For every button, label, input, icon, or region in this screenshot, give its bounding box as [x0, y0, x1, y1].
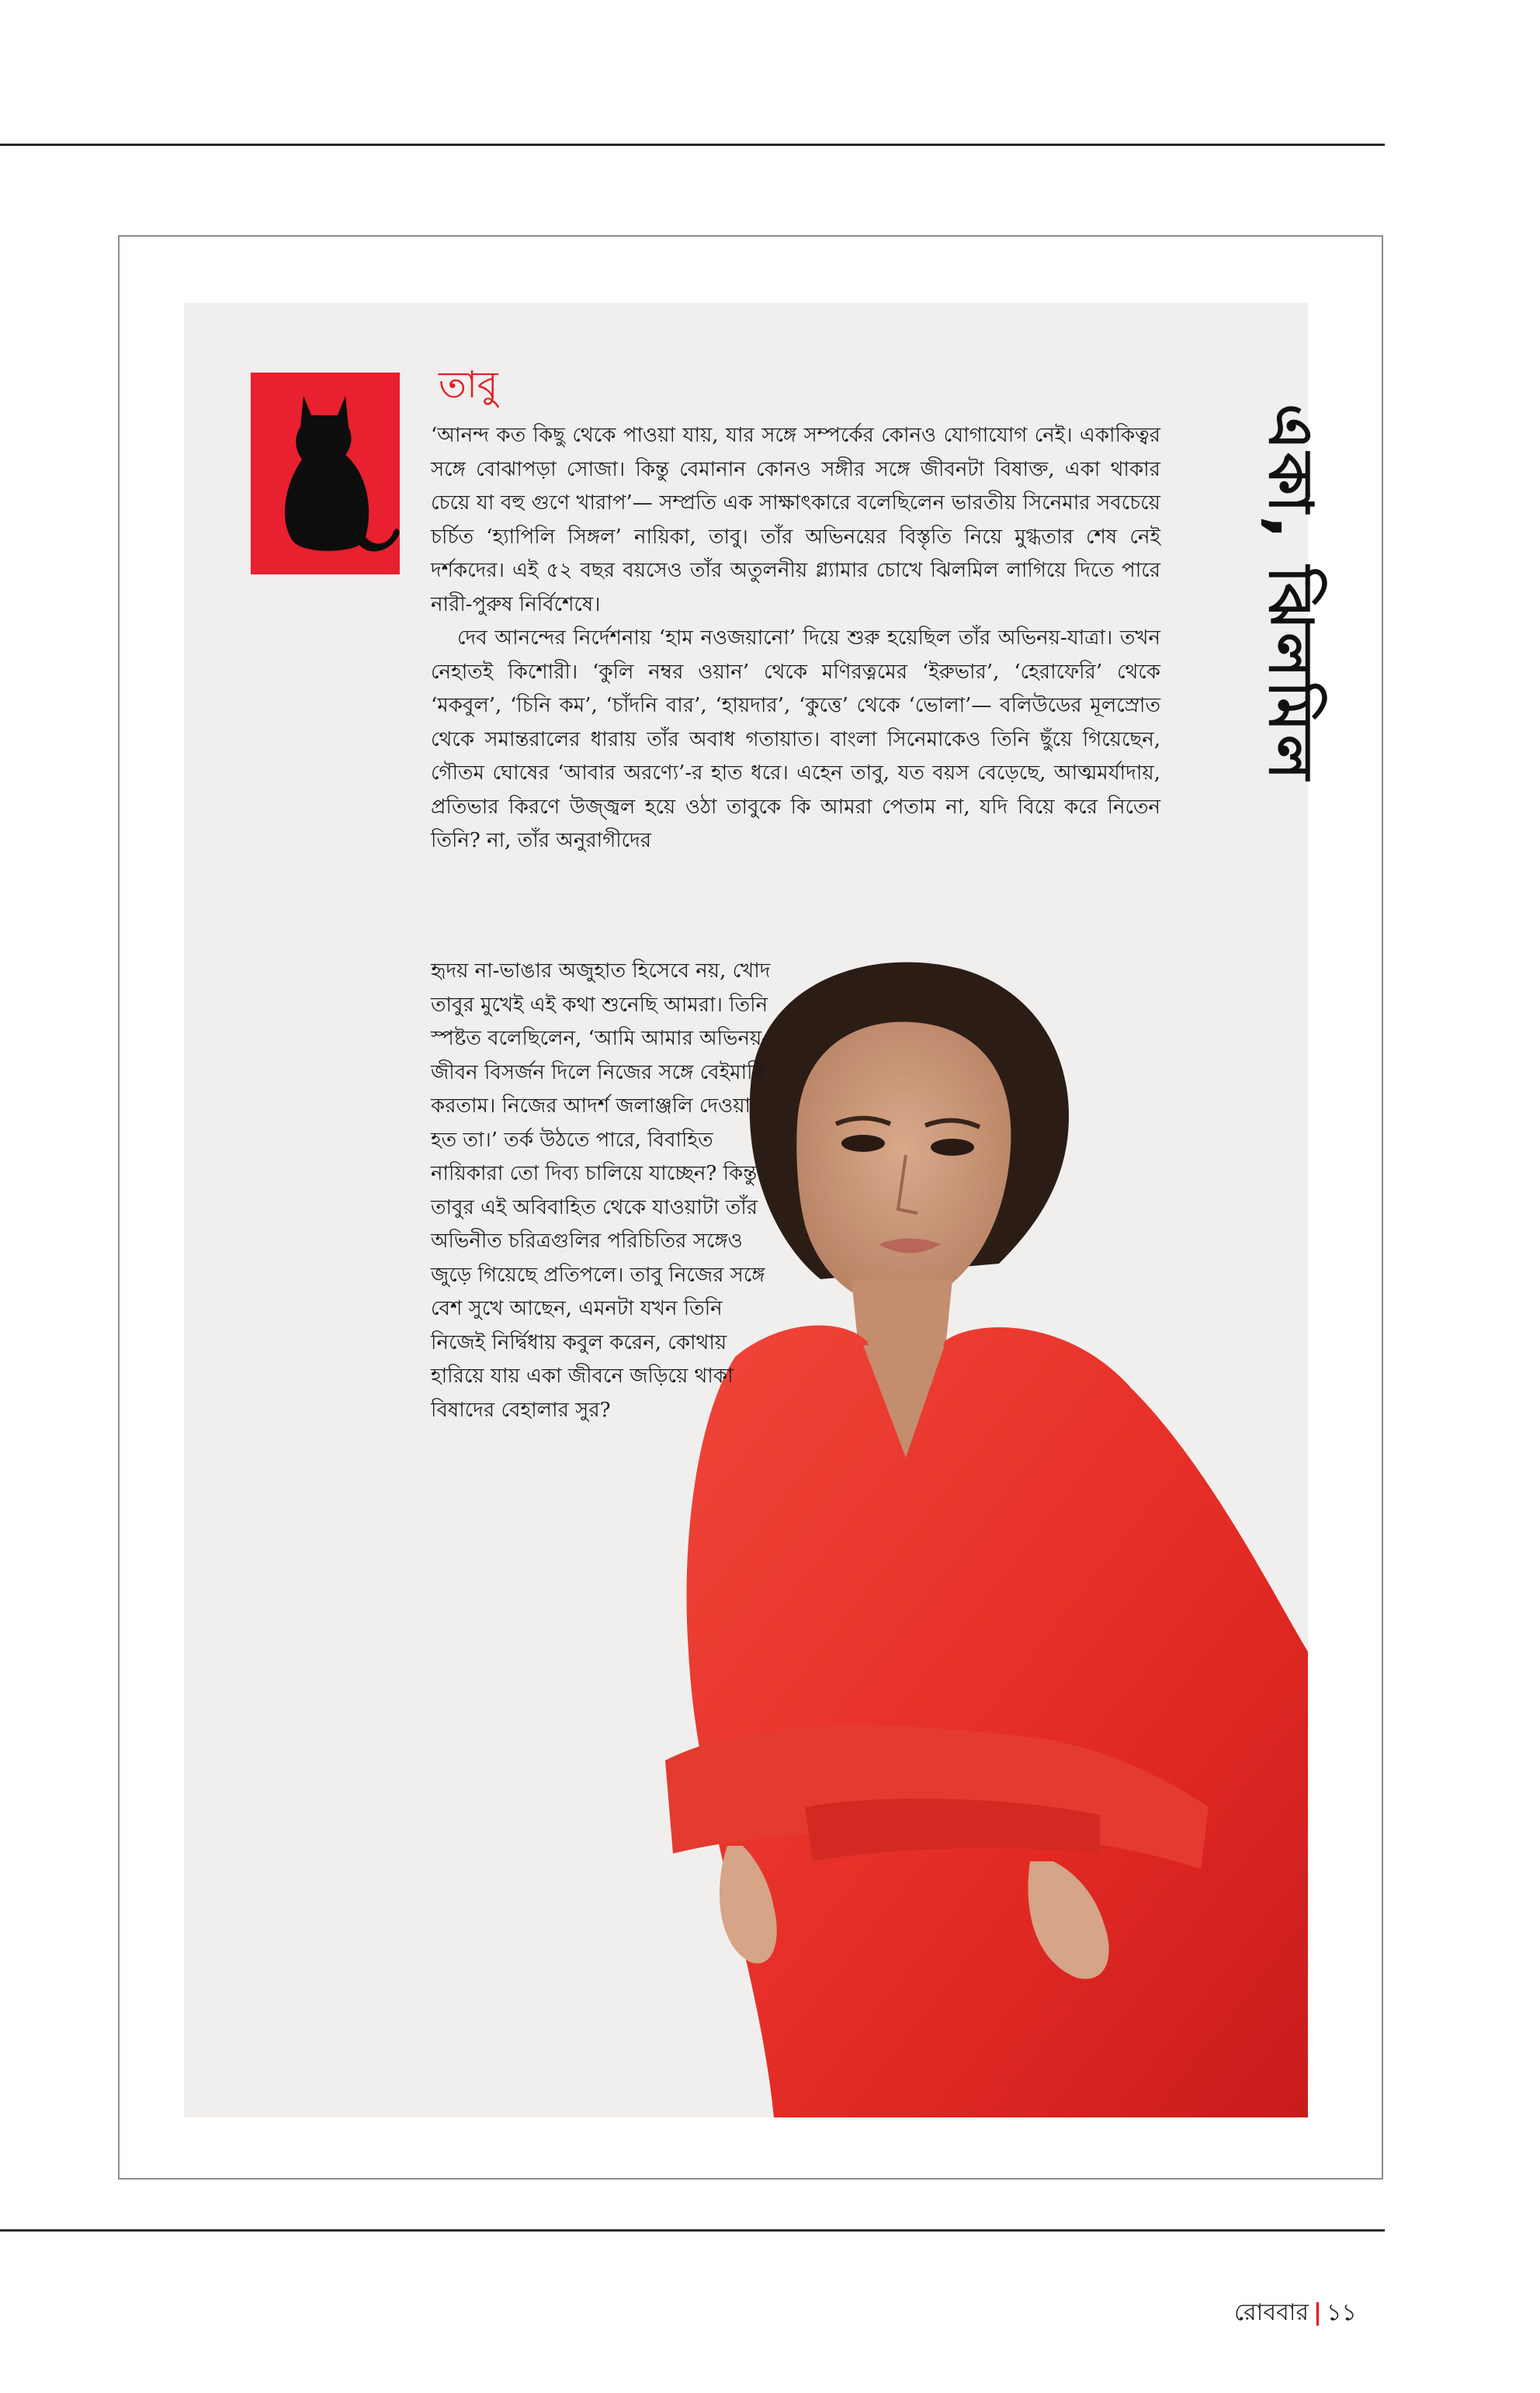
black-cat-icon	[251, 373, 400, 574]
cat-emblem	[251, 373, 400, 574]
byline-subject: তাবু	[439, 363, 498, 407]
page-footer	[1234, 2294, 1357, 2333]
article-body-wide	[431, 419, 1160, 858]
article-panel	[184, 303, 1325, 2117]
publication-name: রোববার	[1234, 2299, 1309, 2326]
article-headline: একা, ঝিলমিল	[1255, 404, 1325, 783]
folio-separator: |	[1313, 2299, 1322, 2326]
article-body-narrow: হৃদয় না-ভাঙার অজুহাত হিসেবে নয়, খোদ তাবুর মুখেই এই কথা শুনেছি আমরা। তিনি স্পষ্টত বলেছিলেন, ‘আমি আমার অভিনয়-জীবন বিসর্জন দিলে নিজের সঙ্গে বেইমানি করতাম। নিজের আদর্শ জলাঞ্জলি দেওয়া হত তা।’ তর্ক উঠতে পারে, বিবাহিত নায়িকারা তো দিব্য চালিয়ে যাচ্ছেন? কিন্তু তাবুর এই অবিবাহিত থেকে যাওয়াটা তাঁর অভিনীত চরিত্রগুলির পরিচিতির সঙ্গেও জুড়ে গিয়েছে প্রতিপলে। তাবু নিজের সঙ্গে বেশ সুখে আছেন, এমনটা যখন তিনি নিজেই নির্দ্বিধায় কবুল করেন, কোথায় হারিয়ে যায় একা জীবনে জড়িয়ে থাকা বিষাদের বেহালার সুর?	[431, 959, 771, 1422]
paragraph-2: দেব আনন্দের নির্দেশনায় ‘হাম নওজয়ানো’ দিয়ে শুরু হয়েছিল তাঁর অভিনয়-যাত্রা। তখন নেহাতই কিশোরী। ‘কুলি নম্বর ওয়ান’ থেকে মণিরত্নমের ‘ইরুভার’, ‘হেরাফেরি’ থেকে ‘মকবুল’, ‘চিনি কম’, ‘চাঁদনি বার’, ‘হায়দার’, ‘কুত্তে’ থেকে ‘ভোলা’— বলিউডের মূলস্রোত থেকে সমান্তরালের ধারায় তাঁর অবাধ গতায়াত। বাংলা সিনেমাকেও তিনি ছুঁয়ে গিয়েছেন, গৌতম ঘোষের ‘আবার অরণ্যে’-র হাত ধরে। এহেন তাবু, যত বয়স বেড়েছে, আত্মমর্যাদায়, প্রতিভার কিরণে উজ্জ্বল হয়ে ওঠা তাবুকে কি আমরা পেতাম না, যদি বিয়ে করে নিতেন তিনি? না, তাঁর অনুরাগীদের	[431, 626, 1160, 852]
paragraph-1: ‘আনন্দ কত কিছু থেকে পাওয়া যায়, যার সঙ্গে সম্পর্কের কোনও যোগাযোগ নেই। একাকিত্বর সঙ্গে বোঝাপড়া সোজা। কিন্তু বেমানান কোনও সঙ্গীর সঙ্গে জীবনটা বিষাক্ত, একা থাকার চেয়ে যা বহু গুণে খারাপ’— সম্প্রতি এক সাক্ষাৎকারে বলেছিলেন ভারতীয় সিনেমার সবচেয়ে চর্চিত ‘হ্যাপিলি সিঙ্গল’ নায়িকা, তাবু। তাঁর অভিনয়ের বিস্তৃতি নিয়ে মুগ্ধতার শেষ নেই দর্শকদের। এই ৫২ বছর বয়সেও তাঁর অতুলনীয় গ্ল্যামার চোখে ঝিলমিল লাগিয়ে দিতে পারে নারী-পুরুষ নির্বিশেষে।	[431, 424, 1160, 616]
bottom-rule	[0, 2229, 1385, 2232]
page-number: ১১	[1326, 2299, 1357, 2326]
top-rule	[0, 144, 1385, 146]
